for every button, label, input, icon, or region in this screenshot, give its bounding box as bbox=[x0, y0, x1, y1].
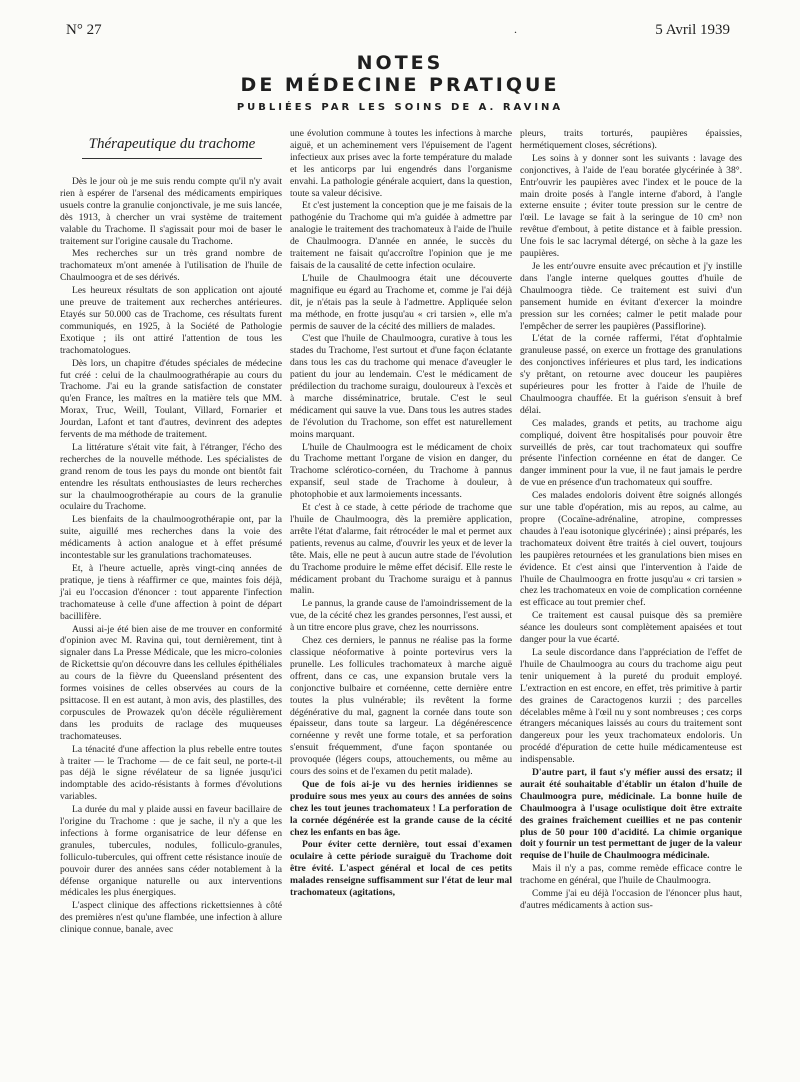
paragraph: Aussi ai-je été bien aise de me trouver en conformité d'opinion avec M. Ravina qui, tout dernièrement, tint à signaler dans La Presse Médicale, que les micro-colonies de Rickettsie qu'on découvre dans les cellules épithéliales au cours de la fièvre du Queensland présentent des formes voisines de celles observées au cours de la psittacose. Il en est autant, à mon avis, des plastilles, des corpuscules de Prowazek qu'on décèle régulièrement dans les produits de raclage des muqueuses trachomateuses. bbox=[60, 623, 282, 742]
masthead-line-1: NOTES bbox=[356, 52, 444, 74]
paragraph: Je les entr'ouvre ensuite avec précaution et j'y instille dans l'angle interne quelques gouttes d'huile de Chaulmoogra tiède. Ce traitement est suivi d'un pansement humide en évitant d'exercer la moindre pression sur les cornées; calmer le petit malade pour l'empêcher de serrer les paupières (Passiflorine). bbox=[520, 260, 742, 332]
article-title: Thérapeutique du trachome bbox=[88, 136, 256, 152]
paragraph: La littérature s'était vite fait, à l'étranger, l'écho des recherches de la nouvelle méthode. Les spécialistes de grand renom de tous les pays du monde ont bientôt fait entendre les résultats enthousiastes de leurs recherches sur la chaulmoogrothérapie au cours de la granulie oculaire du Trachome. bbox=[60, 441, 282, 513]
paragraph: Et c'est à ce stade, à cette période de trachome que l'huile de Chaulmoogra, dès la première application, arrête l'état d'alarme, fait rétrocéder le mal et permet aux patients, revenus au calme, d'ouvrir les yeux et de lever la tête. Mais, elle ne peut à aucun autre stade de l'évolution du Trachome produire le même effet décisif. Elle reste le médicament probant du Trachome suraigu et à pannus malin. bbox=[290, 502, 512, 597]
masthead-line-3: PUBLIÉES PAR LES SOINS DE A. RAVINA bbox=[236, 102, 564, 113]
paragraph: Ces malades endoloris doivent être soignés allongés sur une table d'opération, mis au repos, au calme, au propre (Cocaïne-adrénaline, atropine, compresses chaudes à l'eau isotonique glycérinée) ; ainsi préparés, les trachomateux doivent être traités à ciel ouvert, toujours les paupières retournées et les granulations bien mises en évidence. Et c'est ainsi que l'intervention à l'aide de l'huile de Chaulmoogra en frotte jusqu'au « cri tarsien » chez les trachomateux en voie de complication cornéenne est efficace au tout premier chef. bbox=[520, 490, 742, 609]
paragraph: Mais il n'y a pas, comme remède efficace contre le trachome en général, que l'huile de Chaulmoogra. bbox=[520, 863, 742, 887]
column-1 bbox=[60, 176, 282, 937]
paragraph: L'huile de Chaulmoogra est le médicament de choix du Trachome mettant l'organe de vision en danger, du Trachome sclérotico-cornéen, du Trachome à pannus expansif, seul stade de Trachome à douleur, à photophobie et aux larmoiements incessants. bbox=[290, 441, 512, 501]
paragraph: L'état de la cornée raffermi, l'état d'ophtalmie granuleuse passé, on exerce un frottage des granulations des conjonctives inférieures et plus tard, les indications s'y prêtant, on retourne avec douceur les paupières supérieures pour les frotter à l'aide de l'huile de Chaulmoogra chauffée. Et la guérison s'ensuit à bref délai. bbox=[520, 333, 742, 416]
issue-number: N° 27 bbox=[66, 22, 102, 38]
issue-date: 5 Avril 1939 bbox=[655, 22, 730, 38]
paragraph: Que de fois ai-je vu des hernies iridiennes se produire sous mes yeux au cours des années de soins chez les tout jeunes trachomateux ! La perforation de la cornée dégénérée est la grande cause de la cécité chez les enfants en bas âge. bbox=[290, 778, 512, 838]
column-2 bbox=[290, 128, 512, 900]
paragraph: Comme j'ai eu déjà l'occasion de l'énoncer plus haut, d'autres médicaments à action sus- bbox=[520, 888, 742, 911]
paragraph: La durée du mal y plaide aussi en faveur bacillaire de l'origine du Trachome : que je sache, il n'y a que les infections à forme organisatrice de leur défense en granules, tubercules, nodules, folliculo-granules, folliculo-tubercules, qui offrent cette résistance inouïe de pouvoir durer des années sans céder notablement à la défense organique naturelle ou aux interventions médicales les plus énergiques. bbox=[60, 804, 282, 899]
paragraph: Dès le jour où je me suis rendu compte qu'il n'y avait rien à espérer de l'arsenal des médicaments empiriques usuels contre la granulie conjonctivale, je me suis lancée, dès 1913, à chercher un vrai système de traitement valable du Trachome. Il s'agissait pour moi de baser le traitement sur l'origine causale du Trachome. bbox=[60, 176, 282, 247]
paragraph: L'aspect clinique des affections rickettsiennes à côté des premières n'est qu'une flambée, une infection à allure clinique connue, banale, avec bbox=[60, 900, 282, 936]
paragraph: Et, à l'heure actuelle, après vingt-cinq années de pratique, je tiens à réaffirmer ce que, maintes fois déjà, j'ai eu l'occasion d'énoncer : tout apparente l'infection trachomateuse à celle d'une affection à point de départ bacillifère. bbox=[60, 563, 282, 622]
paragraph: une évolution commune à toutes les infections à marche aiguë, et un acheminement vers l'épuisement de l'agent infectieux aux prises avec la forte température du malade et les anticorps par lui engendrés dans l'organisme envahi. La pathologie générale acquiert, dans la question, toute sa valeur décisive. bbox=[290, 128, 512, 199]
paragraph: La seule discordance dans l'appréciation de l'effet de l'huile de Chaulmoogra au cours du trachome aigu peut tenir uniquement à la pureté du produit employé. L'extraction en est encore, en effet, très primitive à partir des graines de Caractogenos kurzii ; des parcelles décelables même à l'œil nu y sont nombreuses ; ces corps étrangers mécaniques laissés au cours du traitement sont dangereux pour les yeux trachomateux endoloris. Un procédé d'épuration de cette huile médicamenteuse est indispensable. bbox=[520, 646, 742, 766]
title-underline bbox=[82, 158, 262, 159]
paragraph: Ce traitement est causal puisque dès sa première séance les douleurs sont complètement apaisées et tout danger pour la vue écarté. bbox=[520, 610, 742, 646]
paragraph: Les heureux résultats de son application ont ajouté une preuve de traitement aux recherches antérieures. Etayés sur 50.000 cas de Trachome, ces résultats furent communiqués, en 1925, à la Société de Pathologie Exotique ; ils ont attiré l'attention de tous les trachomatologues. bbox=[60, 285, 282, 356]
paragraph: L'huile de Chaulmoogra était une découverte magnifique eu égard au Trachome et, comme je l'ai déjà dit, je n'étais pas la seule à l'admettre. Appliquée selon ma méthode, en frotte jusqu'au « cri tarsien », elle m'a permis de sauver de la cécité des milliers de malades. bbox=[290, 272, 512, 332]
paragraph: D'autre part, il faut s'y méfier aussi des ersatz; il aurait été souhaitable d'établir un étalon d'huile de Chaulmoogra pure, médicinale. La bonne huile de Chaulmoogra à l'usage oculistique doit être extraite des graines fraîchement cueillies et ne pas contenir plus de 50 pour 100 d'acidité. La chimie organique doit y fournir un test permettant de juger de la valeur requise de l'huile de Chaulmoogra médicinale. bbox=[520, 767, 742, 862]
header-dot: . bbox=[514, 22, 517, 36]
paragraph: C'est que l'huile de Chaulmoogra, curative à tous les stades du Trachome, l'est surtout et d'une façon éclatante dans tous les cas du trachome qui menace d'aveugler le patient du jour au lendemain. C'est le médicament de prédilection du trachome suraigu, douloureux à l'excès et à marche disséminatrice, brutale. C'est le seul médicament qui sauve la vue. Dans tous les autres stades de l'évolution du Trachome, son effet est naturellement moins marquant. bbox=[290, 333, 512, 440]
masthead bbox=[0, 52, 800, 113]
masthead-line-2: DE MÉDECINE PRATIQUE bbox=[240, 74, 560, 96]
paragraph: Les bienfaits de la chaulmoogrothérapie ont, par la suite, aiguillé mes recherches dans la voie des médicaments à action analogue et à effet présumé incontestable sur les granulations trachomateuses. bbox=[60, 514, 282, 562]
paragraph: Et c'est justement la conception que je me faisais de la pathogénie du Trachome qui m'a guidée à admettre par analogie le traitement des trachomateux à l'aide de l'huile de Chaulmoogra. D'année en année, le succès du traitement ne faisait qu'accroître l'opinion que je me faisais de la causalité de cette infection oculaire. bbox=[290, 200, 512, 271]
paragraph: Le pannus, la grande cause de l'amoindrissement de la vue, de la cécité chez les grandes personnes, l'est aussi, et à un titre encore plus grave, chez les nourrissons. bbox=[290, 598, 512, 634]
paragraph: Les soins à y donner sont les suivants : lavage des conjonctives, à l'aide de l'eau boratée glycérinée à 38°. Entr'ouvrir les paupières avec l'index et le pouce de la main droite posés à l'angle interne d'abord, à l'angle externe ensuite ; éviter toute pression sur le centre de l'œil. Le lavage se fait à la seringue de 10 cm³ non revêtue d'embout, à petite distance et à faible pression. Une fois le sac lacrymal détergé, on sèche à la gaze les paupières. bbox=[520, 152, 742, 260]
paragraph: Mes recherches sur un très grand nombre de trachomateux m'ont amenée à l'utilisation de l'huile de Chaulmoogra et de ses dérivés. bbox=[60, 248, 282, 284]
paragraph: pleurs, traits torturés, paupières épaissies, hermétiquement closes, sécrétions). bbox=[520, 128, 742, 151]
column-3 bbox=[520, 128, 742, 913]
paragraph: Chez ces derniers, le pannus ne réalise pas la forme classique néoformative à pointe portevirus vers la prunelle. Les follicules trachomateux à marche aiguë offrent, dans ce cas, une expansion brutale vers la conjonctive bulbaire et cornéenne, cette dernière entre toutes la plus vulnérable; ils revêtent la forme dégénérative du mal, gagnent la cornée dans toute son épaisseur, dans toute sa largeur. La dégénérescence cornéenne y revêt une forme totale, et sa perforation s'ensuit fréquemment, d'une façon spontanée ou provoquée (légers coups, attouchements, ou même au cours des soins et de l'examen du petit malade). bbox=[290, 635, 512, 778]
paragraph: Ces malades, grands et petits, au trachome aigu compliqué, doivent être hospitalisés pour pouvoir être surveillés de près, car tout trachomateux qui souffre présente l'infection cornéenne en état de danger. Ce danger imminent pour la vue, il ne faut jamais le perdre de vue en présence d'un trachomateux qui souffre. bbox=[520, 417, 742, 489]
paragraph: Dès lors, un chapitre d'études spéciales de médecine fut créé : celui de la chaulmoograthérapie au cours du Trachome. J'ai eu la grande satisfaction de constater qu'en France, les maîtres en la matière tels que MM. Morax, Truc, Weill, Toulant, Villard, Fornarier et Jourdan, Lafont et tant d'autres, devinrent des adeptes fervents de ma méthode de traitement. bbox=[60, 357, 282, 441]
paragraph: Pour éviter cette dernière, tout essai d'examen oculaire à cette période suraiguë du Trachome doit être évité. L'aspect général et local de ces petits malades renseigne suffisamment sur l'état de leur mal trachomateux (agitations, bbox=[290, 839, 512, 899]
paragraph: La ténacité d'une affection la plus rebelle entre toutes à traiter — le Trachome — de ce fait seul, ne porte-t-il pas déjà le signe révélateur de sa lignée jusqu'ici indomptable des acido-résistants à formes d'évolutions variables. bbox=[60, 743, 282, 803]
